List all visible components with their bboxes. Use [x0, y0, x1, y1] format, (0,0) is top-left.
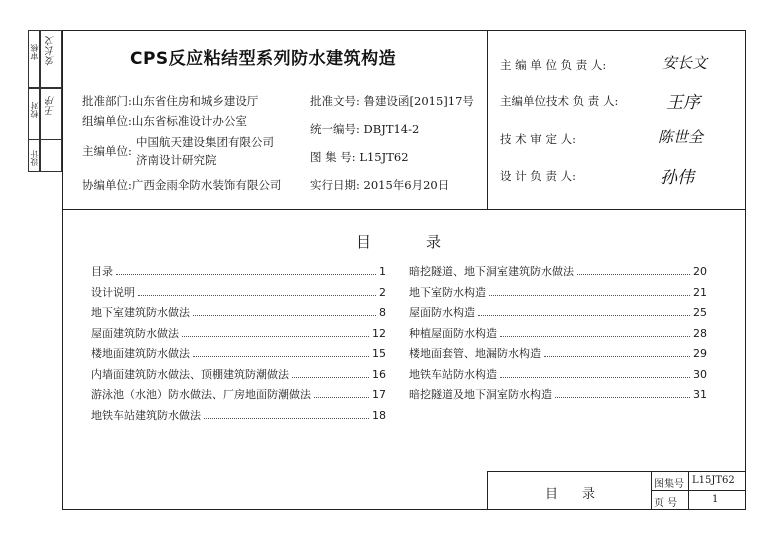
toc-leader-dots — [577, 274, 690, 275]
toc-entry — [91, 366, 386, 381]
approval-no-label: 批准文号: — [310, 94, 360, 108]
approver-value: 山东省住房和城乡建设厅 — [131, 94, 259, 108]
unified-no-value: DBJT14-2 — [363, 122, 420, 136]
toc-entry-title: 地铁车站建筑防水做法 — [91, 408, 201, 422]
toc-entry — [91, 284, 386, 299]
toc-heading-right: 录 — [426, 233, 442, 251]
strip-signature-1: 安长文 — [46, 36, 57, 66]
title-block-mid-line — [651, 490, 746, 491]
effective-date-value: 2015年6月20日 — [363, 178, 450, 192]
signature-1: 安长文 — [662, 54, 708, 72]
strip-label-design: 设计 — [30, 150, 39, 166]
chief-units-label: 主编单位: — [82, 144, 132, 158]
atlas-no-value: L15JT62 — [359, 150, 409, 164]
toc-entry — [91, 345, 386, 360]
toc-entry-title: 暗挖隧道、地下洞室建筑防水做法 — [409, 265, 574, 278]
co-unit-value: 广西金雨伞防水装饰有限公司 — [131, 178, 282, 192]
toc-entry — [91, 325, 386, 340]
toc-leader-dots — [204, 418, 369, 419]
toc-leader-dots — [292, 377, 369, 378]
toc-entry — [409, 386, 707, 401]
toc-entry — [409, 325, 707, 340]
toc-entry-title: 地铁车站防水构造 — [409, 367, 497, 381]
toc-entry-title: 屋面防水构造 — [409, 306, 475, 319]
responsible-label-1: 主 编 单 位 负 责 人: — [500, 58, 607, 72]
unified-no-label: 统一编号: — [310, 122, 360, 136]
toc-entry-title: 内墙面建筑防水做法、顶棚建筑防潮做法 — [91, 367, 289, 381]
signature-4: 孙伟 — [660, 168, 694, 188]
toc-entry-title: 游泳池（水池）防水做法、厂房地面防潮做法 — [91, 388, 311, 401]
toc-entry — [409, 263, 707, 278]
approval-no-row — [310, 93, 474, 109]
effective-date-label: 实行日期: — [310, 178, 360, 192]
toc-leader-dots — [478, 315, 690, 316]
toc-entry — [409, 304, 707, 319]
toc-entry-page: 21 — [693, 285, 707, 299]
toc-entry-page: 29 — [693, 347, 707, 360]
toc-leader-dots — [500, 377, 690, 378]
toc-entry-page: 25 — [693, 306, 707, 319]
atlas-number-label: 图集号 — [654, 479, 684, 490]
toc-entry-page: 16 — [372, 367, 386, 381]
toc-entry-page: 12 — [372, 326, 386, 340]
toc-entry — [409, 366, 707, 381]
atlas-number-value: L15JT62 — [692, 475, 735, 486]
toc-entry-page: 15 — [372, 347, 386, 360]
strip-label-review: 审核 — [30, 44, 39, 60]
toc-entry — [91, 386, 386, 401]
toc-entry-title: 楼地面套管、地漏防水构造 — [409, 347, 541, 360]
header-vertical-divider — [487, 30, 488, 209]
toc-leader-dots — [182, 336, 369, 337]
compiler-label: 组编单位: — [82, 114, 132, 128]
toc-entry-page: 17 — [372, 388, 386, 401]
toc-leader-dots — [138, 295, 376, 296]
toc-leader-dots — [193, 356, 369, 357]
toc-leader-dots — [544, 356, 690, 357]
toc-entry-page: 18 — [372, 408, 386, 422]
toc-leader-dots — [555, 397, 690, 398]
toc-entry — [91, 263, 386, 278]
toc-entry — [91, 407, 386, 422]
responsible-label-4: 设 计 负 责 人: — [500, 169, 576, 183]
toc-entry-page: 28 — [693, 326, 707, 340]
responsible-label-2: 主编单位技术 负 责 人: — [500, 94, 619, 108]
header-divider — [62, 209, 746, 210]
toc-entry-title: 地下室建筑防水做法 — [91, 306, 190, 319]
toc-leader-dots — [489, 295, 690, 296]
title-block-left-line — [487, 471, 488, 510]
toc-entry — [91, 304, 386, 319]
toc-entry-page: 8 — [379, 306, 386, 319]
atlas-no-label: 图 集 号: — [310, 150, 356, 164]
signature-3: 陈世全 — [658, 128, 704, 146]
toc-entry-page: 1 — [379, 265, 386, 278]
toc-leader-dots — [500, 336, 690, 337]
signature-2: 王序 — [666, 93, 700, 113]
toc-entry-page: 30 — [693, 367, 707, 381]
toc-entry-title: 地下室防水构造 — [409, 285, 486, 299]
toc-entry-title: 目录 — [91, 265, 113, 278]
responsible-label-3: 技 术 审 定 人: — [500, 132, 576, 146]
atlas-no-row — [310, 149, 409, 165]
toc-leader-dots — [116, 274, 376, 275]
strip-signature-2: 王序 — [46, 96, 57, 116]
toc-entry — [409, 284, 707, 299]
title-block-top-line — [487, 471, 746, 472]
unified-no-row — [310, 121, 419, 137]
toc-entry — [409, 345, 707, 360]
title-block-name-left: 目 — [545, 487, 559, 502]
toc-entry-page: 2 — [379, 285, 386, 299]
toc-entry-title: 暗挖隧道及地下洞室防水构造 — [409, 388, 552, 401]
toc-entry-title: 种植屋面防水构造 — [409, 326, 497, 340]
approval-no-value: 鲁建设函[2015]17号 — [363, 94, 474, 108]
co-unit-label: 协编单位: — [82, 178, 132, 192]
compiler-row — [82, 113, 247, 129]
toc-entry-title: 屋面建筑防水做法 — [91, 326, 179, 340]
page-number-value: 1 — [712, 494, 719, 505]
chief-unit-1: 中国航天建设集团有限公司 — [136, 135, 274, 149]
toc-leader-dots — [314, 397, 369, 398]
chief-unit-2: 济南设计研究院 — [136, 153, 217, 167]
approver-label: 批准部门: — [82, 94, 132, 108]
document-title: CPS反应粘结型系列防水建筑构造 — [130, 49, 397, 69]
compiler-value: 山东省标准设计办公室 — [131, 114, 247, 128]
effective-date-row — [310, 177, 449, 193]
co-unit-row — [82, 177, 281, 193]
toc-entry-title: 楼地面建筑防水做法 — [91, 347, 190, 360]
toc-entry-page: 20 — [693, 265, 707, 278]
page-number-label: 页 号 — [654, 498, 678, 509]
toc-entry-title: 设计说明 — [91, 285, 135, 299]
strip-label-check: 校对 — [30, 102, 39, 118]
approver-row — [82, 93, 258, 109]
toc-heading-left: 目 — [356, 233, 372, 251]
toc-leader-dots — [193, 315, 376, 316]
toc-entry-page: 31 — [693, 388, 707, 401]
title-block-name-right: 录 — [582, 487, 596, 502]
review-strip — [28, 30, 62, 172]
